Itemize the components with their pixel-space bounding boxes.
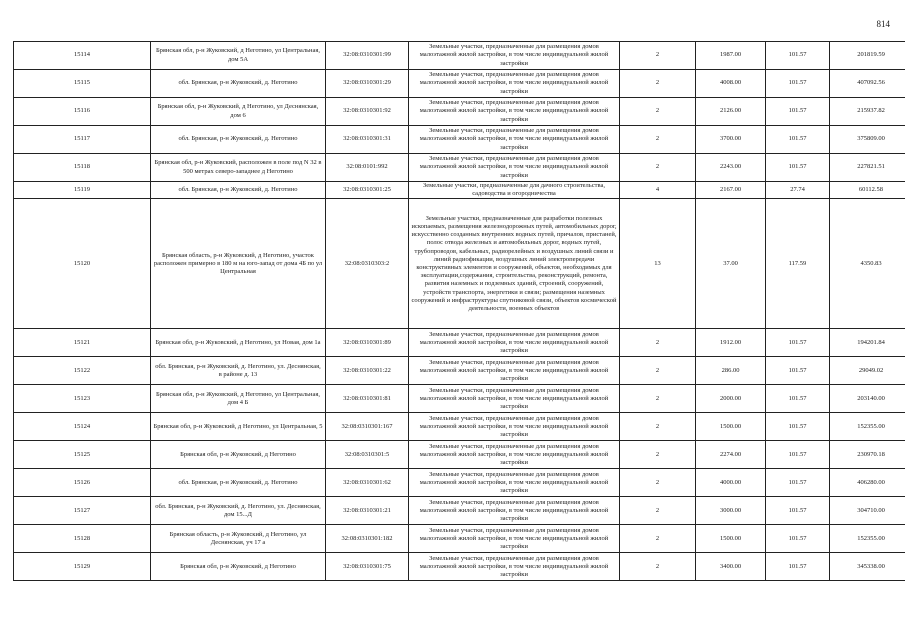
cadastral-value: 60112.58 (830, 182, 905, 199)
row-id: 15122 (14, 357, 151, 385)
row-id: 15119 (14, 182, 151, 199)
table-row (14, 385, 905, 413)
cadastral-value: 29049.02 (830, 357, 905, 385)
land-use-purpose: Земельные участки, предназначенные для размещения домов малоэтажной жилой застройки, в том числе индивидуальной жилой застройки (409, 126, 620, 154)
group-number: 2 (620, 357, 696, 385)
table-row (14, 126, 905, 154)
address-cell: Брянская область, р-н Жуковский, д Неготино, участок расположен примерно в 180 м на юго-запад от дома 4Б по ул Центральная (151, 199, 326, 329)
row-id: 15118 (14, 154, 151, 182)
table-row (14, 553, 905, 581)
group-number: 2 (620, 329, 696, 357)
land-use-purpose: Земельные участки, предназначенные для размещения домов малоэтажной жилой застройки, в том числе индивидуальной жилой застройки (409, 329, 620, 357)
area-value: 1500.00 (696, 413, 766, 441)
address-cell: Брянская обл, р-н Жуковский, д Неготино, ул Новая, дом 1а (151, 329, 326, 357)
row-id: 15129 (14, 553, 151, 581)
group-number: 4 (620, 182, 696, 199)
rate-value: 101.57 (766, 126, 830, 154)
group-number: 2 (620, 441, 696, 469)
address-cell: обл. Брянская, р-н Жуковский, д. Неготино (151, 70, 326, 98)
cadastral-number: 32:08:0310301:25 (326, 182, 409, 199)
cadastral-number: 32:08:0310301:92 (326, 98, 409, 126)
cadastral-number: 32:08:0101:992 (326, 154, 409, 182)
row-id: 15114 (14, 42, 151, 70)
cadastral-number: 32:08:0310301:62 (326, 469, 409, 497)
address-cell: обл. Брянская, р-н Жуковский, д. Неготино, ул. Деснянская, в районе д. 13 (151, 357, 326, 385)
row-id: 15120 (14, 199, 151, 329)
cadastral-value: 194201.84 (830, 329, 905, 357)
cadastral-value: 215937.82 (830, 98, 905, 126)
group-number: 2 (620, 553, 696, 581)
cadastral-number: 32:08:0310301:21 (326, 497, 409, 525)
rate-value: 101.57 (766, 98, 830, 126)
row-id: 15116 (14, 98, 151, 126)
land-registry-table (13, 41, 905, 581)
rate-value: 101.57 (766, 70, 830, 98)
area-value: 2274.00 (696, 441, 766, 469)
rate-value: 101.57 (766, 413, 830, 441)
rate-value: 101.57 (766, 329, 830, 357)
area-value: 3400.00 (696, 553, 766, 581)
rate-value: 101.57 (766, 385, 830, 413)
area-value: 4008.00 (696, 70, 766, 98)
table-row (14, 199, 905, 329)
address-cell: Брянская обл, р-н Жуковский, д Неготино, ул Центральная, 5 (151, 413, 326, 441)
group-number: 2 (620, 126, 696, 154)
area-value: 2167.00 (696, 182, 766, 199)
group-number: 2 (620, 385, 696, 413)
land-use-purpose: Земельные участки, предназначенные для размещения домов малоэтажной жилой застройки, в том числе индивидуальной жилой застройки (409, 497, 620, 525)
table-row (14, 98, 905, 126)
cadastral-number: 32:08:0310301:29 (326, 70, 409, 98)
cadastral-value: 407092.56 (830, 70, 905, 98)
rate-value: 101.57 (766, 357, 830, 385)
group-number: 2 (620, 525, 696, 553)
cadastral-value: 203140.00 (830, 385, 905, 413)
area-value: 286.00 (696, 357, 766, 385)
rate-value: 117.59 (766, 199, 830, 329)
table-row (14, 329, 905, 357)
area-value: 1500.00 (696, 525, 766, 553)
row-id: 15121 (14, 329, 151, 357)
group-number: 2 (620, 42, 696, 70)
address-cell: Брянская область, р-н Жуковский, д Неготино, ул Деснянская, уч 17 а (151, 525, 326, 553)
group-number: 2 (620, 413, 696, 441)
area-value: 37.00 (696, 199, 766, 329)
rate-value: 101.57 (766, 553, 830, 581)
cadastral-value: 227821.51 (830, 154, 905, 182)
group-number: 2 (620, 469, 696, 497)
cadastral-number: 32:08:0310301:167 (326, 413, 409, 441)
group-number: 2 (620, 154, 696, 182)
area-value: 1987.00 (696, 42, 766, 70)
address-cell: Брянская обл, р-н Жуковский, расположен в поле под N 32 в 500 метрах северо-западнее д Неготино (151, 154, 326, 182)
table-row (14, 70, 905, 98)
cadastral-value: 406280.00 (830, 469, 905, 497)
cadastral-number: 32:08:0310301:182 (326, 525, 409, 553)
cadastral-number: 32:08:0310301:99 (326, 42, 409, 70)
address-cell: обл. Брянская, р-н Жуковский, д. Неготино (151, 469, 326, 497)
cadastral-value: 4350.83 (830, 199, 905, 329)
table-row (14, 525, 905, 553)
table-row (14, 497, 905, 525)
cadastral-number: 32:08:0310301:89 (326, 329, 409, 357)
land-use-purpose: Земельные участки, предназначенные для размещения домов малоэтажной жилой застройки, в том числе индивидуальной жилой застройки (409, 70, 620, 98)
area-value: 2000.00 (696, 385, 766, 413)
table-row (14, 182, 905, 199)
row-id: 15125 (14, 441, 151, 469)
address-cell: Брянская обл, р-н Жуковский, д Неготино (151, 441, 326, 469)
land-use-purpose: Земельные участки, предназначенные для размещения домов малоэтажной жилой застройки, в том числе индивидуальной жилой застройки (409, 385, 620, 413)
table-row (14, 441, 905, 469)
group-number: 2 (620, 98, 696, 126)
area-value: 3000.00 (696, 497, 766, 525)
land-use-purpose: Земельные участки, предназначенные для размещения домов малоэтажной жилой застройки, в том числе индивидуальной жилой застройки (409, 357, 620, 385)
row-id: 15117 (14, 126, 151, 154)
row-id: 15124 (14, 413, 151, 441)
cadastral-value: 152355.00 (830, 525, 905, 553)
land-use-purpose: Земельные участки, предназначенные для размещения домов малоэтажной жилой застройки, в том числе индивидуальной жилой застройки (409, 413, 620, 441)
row-id: 15123 (14, 385, 151, 413)
row-id: 15115 (14, 70, 151, 98)
table-row (14, 42, 905, 70)
area-value: 3700.00 (696, 126, 766, 154)
land-use-purpose: Земельные участки, предназначенные для размещения домов малоэтажной жилой застройки, в том числе индивидуальной жилой застройки (409, 441, 620, 469)
land-use-purpose: Земельные участки, предназначенные для размещения домов малоэтажной жилой застройки, в том числе индивидуальной жилой застройки (409, 525, 620, 553)
page-number: 814 (876, 19, 890, 29)
cadastral-number: 32:08:0310303:2 (326, 199, 409, 329)
address-cell: обл. Брянская, р-н Жуковский, д. Неготино (151, 126, 326, 154)
land-use-purpose: Земельные участки, предназначенные для размещения домов малоэтажной жилой застройки, в том числе индивидуальной жилой застройки (409, 98, 620, 126)
row-id: 15128 (14, 525, 151, 553)
area-value: 2126.00 (696, 98, 766, 126)
land-use-purpose: Земельные участки, предназначенные для размещения домов малоэтажной жилой застройки, в том числе индивидуальной жилой застройки (409, 469, 620, 497)
cadastral-value: 304710.00 (830, 497, 905, 525)
area-value: 4000.00 (696, 469, 766, 497)
group-number: 13 (620, 199, 696, 329)
land-use-purpose: Земельные участки, предназначенные для размещения домов малоэтажной жилой застройки, в том числе индивидуальной жилой застройки (409, 154, 620, 182)
rate-value: 101.57 (766, 525, 830, 553)
table-body (14, 42, 905, 581)
address-cell: обл. Брянская, р-н Жуковский, д. Неготино, ул. Деснянская, дом 15...Д (151, 497, 326, 525)
table-row (14, 154, 905, 182)
cadastral-value: 152355.00 (830, 413, 905, 441)
address-cell: обл. Брянская, р-н Жуковский, д. Неготино (151, 182, 326, 199)
cadastral-value: 230970.18 (830, 441, 905, 469)
group-number: 2 (620, 497, 696, 525)
table-row (14, 357, 905, 385)
cadastral-number: 32:08:0310301:81 (326, 385, 409, 413)
address-cell: Брянская обл, р-н Жуковский, д Неготино (151, 553, 326, 581)
cadastral-number: 32:08:0310301:22 (326, 357, 409, 385)
cadastral-value: 375809.00 (830, 126, 905, 154)
rate-value: 27.74 (766, 182, 830, 199)
row-id: 15126 (14, 469, 151, 497)
table-row (14, 469, 905, 497)
area-value: 1912.00 (696, 329, 766, 357)
land-use-purpose: Земельные участки, предназначенные для размещения домов малоэтажной жилой застройки, в том числе индивидуальной жилой застройки (409, 42, 620, 70)
rate-value: 101.57 (766, 42, 830, 70)
address-cell: Брянская обл, р-н Жуковский, д Неготино, ул Деснянская, дом 6 (151, 98, 326, 126)
land-use-purpose: Земельные участки, предназначенные для разработки полезных ископаемых, размещения железнодорожных путей, автомобильных дорог, искусственно созданных внутренних водных путей, причалов, пристаней, полос отвода железных и автомобильных дорог, водных путей, трубопроводов, кабельных, радиорелейных и воздушных линий связи и линий радиофикации, воздушных линий электропередачи конструктивных элементов и сооружений, объектов, необходимых для эксплуатации,содержания, строительства, реконструкций, ремонта, развития наземных и подземных зданий, строений, сооружений, устройств транспорта, энергетики и связи; размещения наземных сооружений и инфраструктуры спутниковой связи, объектов космической деятельности, военных объектов (409, 199, 620, 329)
cadastral-value: 345338.00 (830, 553, 905, 581)
cadastral-number: 32:08:0310301:5 (326, 441, 409, 469)
land-use-purpose: Земельные участки, предназначенные для дачного строительства, садоводства и огородничества (409, 182, 620, 199)
land-use-purpose: Земельные участки, предназначенные для размещения домов малоэтажной жилой застройки, в том числе индивидуальной жилой застройки (409, 553, 620, 581)
rate-value: 101.57 (766, 497, 830, 525)
cadastral-value: 201819.59 (830, 42, 905, 70)
area-value: 2243.00 (696, 154, 766, 182)
row-id: 15127 (14, 497, 151, 525)
rate-value: 101.57 (766, 441, 830, 469)
address-cell: Брянская обл, р-н Жуковский, д Неготино, ул Центральная, дом 5А (151, 42, 326, 70)
cadastral-number: 32:08:0310301:31 (326, 126, 409, 154)
address-cell: Брянская обл, р-н Жуковский, д Неготино, ул Центральная, дом 4 Б (151, 385, 326, 413)
cadastral-number: 32:08:0310301:75 (326, 553, 409, 581)
table-row (14, 413, 905, 441)
rate-value: 101.57 (766, 154, 830, 182)
group-number: 2 (620, 70, 696, 98)
rate-value: 101.57 (766, 469, 830, 497)
